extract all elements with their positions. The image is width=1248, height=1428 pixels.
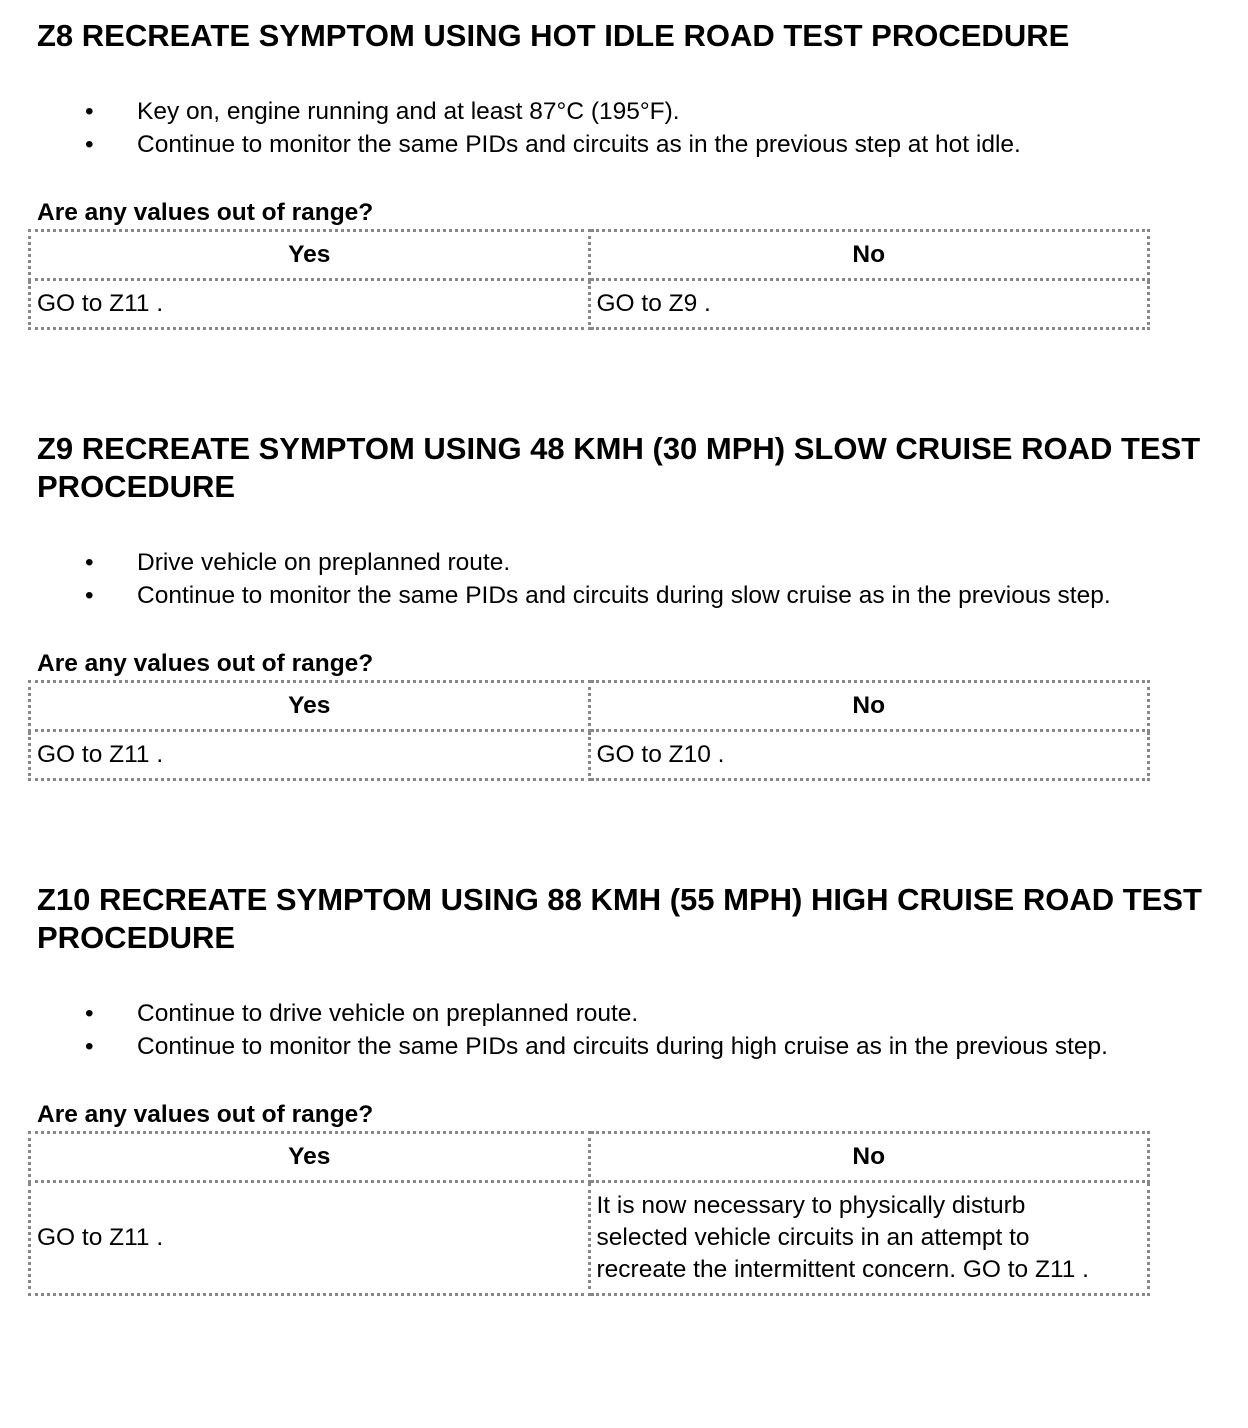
no-cell: GO to Z10 . <box>589 731 1149 780</box>
decision-table <box>28 680 1150 781</box>
bullet-icon: • <box>85 1033 94 1060</box>
section-z10 <box>37 881 1248 1296</box>
bullet-list <box>37 997 1248 1063</box>
section-title: Z9 RECREATE SYMPTOM USING 48 KMH (30 MPH) SLOW CRUISE ROAD TEST PROCEDURE <box>37 431 1201 504</box>
decision-table <box>28 229 1150 330</box>
bullet-list <box>37 546 1248 612</box>
bullet-icon: • <box>85 1000 94 1027</box>
bullet-icon: • <box>85 549 94 576</box>
section-z9 <box>37 430 1248 781</box>
bullet-list <box>37 95 1248 161</box>
question: Are any values out of range? <box>37 1101 374 1128</box>
section-z8 <box>37 17 1248 330</box>
yes-header: Yes <box>30 682 590 731</box>
question: Are any values out of range? <box>37 650 374 677</box>
list-item <box>37 546 1177 579</box>
section-title: Z10 RECREATE SYMPTOM USING 88 KMH (55 MPH) HIGH CRUISE ROAD TEST PROCEDURE <box>37 882 1202 955</box>
list-item-text: Continue to monitor the same PIDs and circuits as in the previous step at hot idle. <box>137 131 1021 158</box>
no-header: No <box>589 1133 1149 1182</box>
bullet-icon: • <box>85 582 94 609</box>
list-item-text: Continue to drive vehicle on preplanned route. <box>137 1000 639 1027</box>
list-item <box>37 579 1177 612</box>
question: Are any values out of range? <box>37 199 374 226</box>
decision-table <box>28 1131 1150 1296</box>
list-item <box>37 128 1177 161</box>
list-item-text: Key on, engine running and at least 87°C (195°F). <box>137 98 680 125</box>
no-cell: It is now necessary to physically disturb selected vehicle circuits in an attempt to recreate the intermittent concern. GO to Z11 . <box>589 1182 1149 1295</box>
list-item-text: Continue to monitor the same PIDs and circuits during high cruise as in the previous step. <box>137 1033 1108 1060</box>
yes-cell: GO to Z11 . <box>30 731 590 780</box>
yes-cell: GO to Z11 . <box>30 1182 590 1295</box>
no-header: No <box>589 231 1149 280</box>
list-item-text: Drive vehicle on preplanned route. <box>137 549 511 576</box>
list-item <box>37 997 1177 1030</box>
list-item-text: Continue to monitor the same PIDs and circuits during slow cruise as in the previous step. <box>137 582 1111 609</box>
yes-header: Yes <box>30 1133 590 1182</box>
bullet-icon: • <box>85 98 94 125</box>
bullet-icon: • <box>85 131 94 158</box>
no-cell: GO to Z9 . <box>589 280 1149 329</box>
no-header: No <box>589 682 1149 731</box>
list-item <box>37 95 1177 128</box>
list-item <box>37 1030 1177 1063</box>
yes-header: Yes <box>30 231 590 280</box>
section-title: Z8 RECREATE SYMPTOM USING HOT IDLE ROAD TEST PROCEDURE <box>37 18 1070 53</box>
yes-cell: GO to Z11 . <box>30 280 590 329</box>
